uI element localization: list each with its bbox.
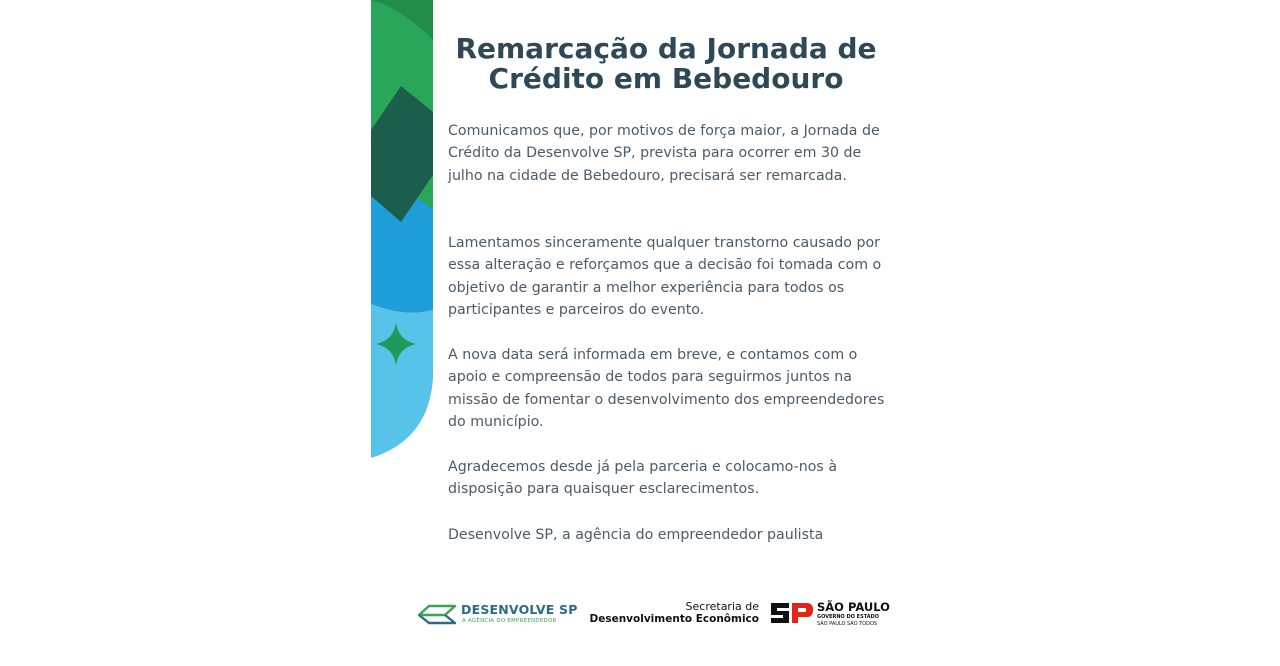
secretaria-name: Desenvolvimento Econômico	[589, 613, 759, 625]
paragraph-1: Comunicamos que, por motivos de força maior, a Jornada de Crédito da Desenvolve SP, prevista para ocorrer em 30 de julho na cidade de Bebedouro, precisará ser remarcada.	[448, 123, 880, 184]
desenvolve-sp-logo	[417, 600, 577, 628]
state-government: GOVERNO DO ESTADO	[817, 614, 879, 620]
footer-logos	[415, 596, 890, 630]
paragraph-4: Agradecemos desde já pela parceria e colocamo-nos à disposição para quaisquer esclarecimentos.	[448, 459, 838, 498]
brand-tagline: A AGÊNCIA DO EMPREENDEDOR	[462, 618, 557, 624]
state-name: SÃO PAULO	[817, 600, 890, 614]
notice-card	[371, 0, 907, 666]
decorative-side-pattern	[371, 0, 433, 460]
desenvolve-sp-logo-icon	[417, 603, 457, 625]
brand-name: DESENVOLVE SP	[461, 602, 578, 617]
signature-line: Desenvolve SP, a agência do empreendedor paulista	[448, 527, 824, 543]
paragraph-2: Lamentamos sinceramente qualquer transtorno causado por essa alteração e reforçamos que a decisão foi tomada com o objetivo de garantir a melhor experiência para todos os participantes e parceiros do evento.	[448, 235, 882, 319]
secretaria-label: Secretaria de	[685, 600, 759, 613]
paragraph-3: A nova data será informada em breve, e contamos com o apoio e compreensão de todos para seguirmos juntos na missão de fomentar o desenvolvimento dos empreendedores do município.	[448, 347, 885, 431]
page-title: Remarcação da Jornada de Crédito em Bebedouro	[455, 32, 877, 95]
state-motto: SÃO PAULO SÃO TODOS	[817, 621, 878, 627]
sp-government-logo	[585, 598, 890, 630]
sp-state-logo-icon	[769, 601, 813, 625]
